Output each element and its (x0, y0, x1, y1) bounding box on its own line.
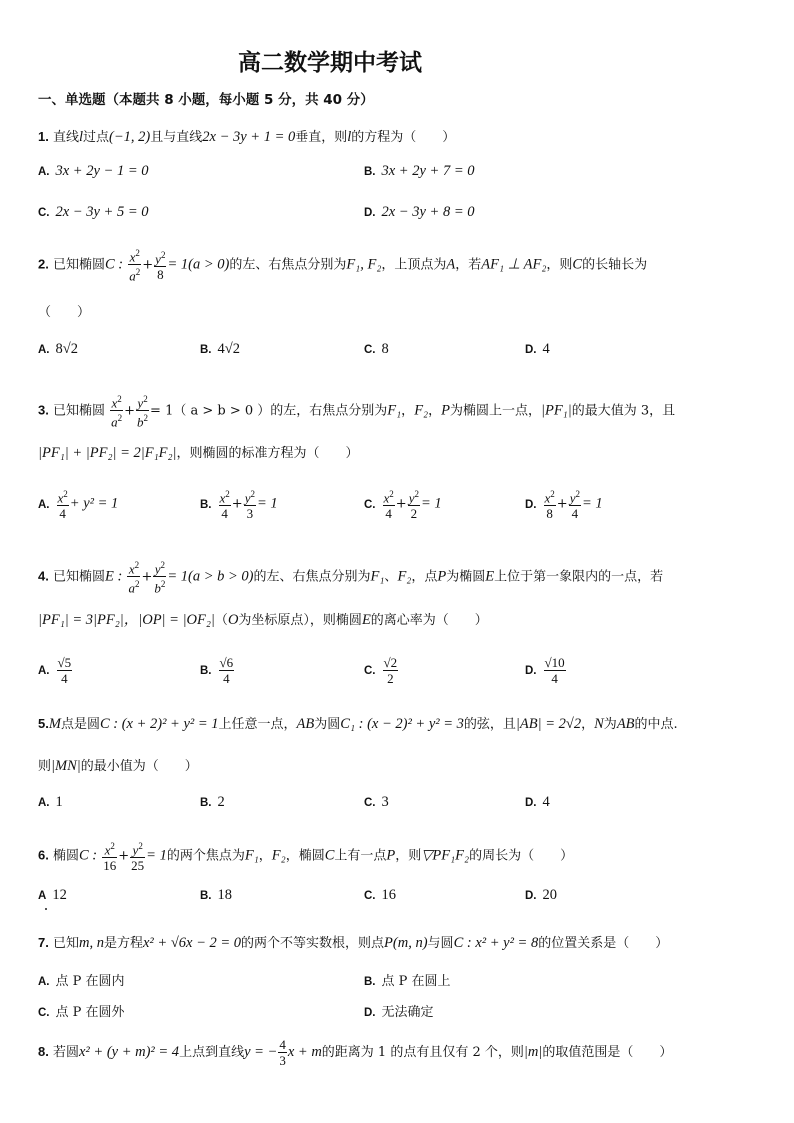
question-text: 已知椭圆 (52, 403, 105, 419)
option-label: B. (200, 498, 212, 511)
question-text: 上任意一点， (218, 717, 297, 732)
question-1 (38, 127, 455, 148)
option-text: 16 (381, 887, 396, 903)
question-text: 上点到直线 (179, 1045, 245, 1060)
math-name: F₂ (397, 568, 412, 585)
option-d[interactable]: D. $\frac{x^2}{8}$ + $\frac{y^2}{4}$ = 1 (525, 489, 603, 522)
option-b[interactable] (200, 341, 240, 358)
option-label: D. (364, 207, 376, 219)
question-number: 3. (38, 402, 49, 418)
question-number: 1. (38, 129, 49, 144)
question-number: 5. (38, 716, 49, 731)
option-label: C. (364, 665, 376, 677)
question-text: 已知 (52, 936, 79, 951)
option-label: A. (38, 344, 50, 356)
option-label: B. (364, 166, 376, 178)
frac-denominator: 2 (387, 671, 394, 686)
math-name: C (572, 256, 583, 273)
question-text: ，椭圆 (285, 848, 325, 864)
question-text: 为圆 (314, 717, 341, 732)
option-text: 18 (217, 887, 232, 903)
question-text: 直线 (52, 130, 79, 145)
option-label: D. (364, 1007, 376, 1019)
math-foci: F₁, F₂ (346, 256, 382, 273)
question-text: 过点 (83, 130, 110, 145)
option-b[interactable] (364, 163, 474, 180)
option-label: D. (525, 797, 537, 809)
question-5-line2 (38, 756, 198, 777)
question-text: 为 (603, 717, 617, 732)
math-perp: AF₁ ⊥ AF₂ (481, 256, 547, 273)
question-text: 已知椭圆 (52, 257, 105, 273)
frac-numerator: 4 (279, 1037, 286, 1052)
question-text: ，上顶点为 (381, 257, 447, 273)
math-abs: |PF₁| (540, 402, 572, 419)
option-d[interactable] (525, 341, 550, 358)
question-2-paren: （ ） (38, 305, 91, 320)
option-text: 2 (217, 794, 225, 810)
option-text: 20 (542, 887, 557, 903)
frac-denominator: 3 (279, 1053, 286, 1068)
option-text: = 1 (581, 495, 603, 512)
option-label: C. (38, 207, 50, 219)
option-label: C. (364, 890, 376, 902)
math-eq: = 1(a > b > 0) (167, 568, 254, 585)
option-a[interactable] (38, 887, 67, 904)
question-8 (38, 1037, 672, 1068)
question-text: 则 (38, 759, 52, 774)
fraction: $\frac{x^2}{8}$ (544, 489, 555, 522)
question-text: ，若 (455, 257, 482, 273)
question-text: 若圆 (52, 1045, 79, 1060)
math-name: m, n (79, 935, 104, 951)
frac-denominator: 4 (61, 671, 68, 686)
math-name: F₂ (414, 402, 429, 419)
math-name: E (361, 612, 371, 628)
page-title: 高二数学期中考试 (238, 50, 422, 76)
question-7 (38, 933, 668, 954)
question-text: ， (401, 403, 415, 419)
option-text: = 1 (420, 495, 442, 512)
option-c[interactable] (364, 655, 399, 686)
option-label: C. (364, 498, 376, 511)
option-label: D. (525, 344, 537, 356)
option-label: C. (364, 344, 376, 356)
question-text: 的周长为（ ） (469, 848, 574, 864)
option-text: 3 (381, 794, 389, 810)
question-text: 点是圆 (60, 717, 100, 732)
option-c[interactable] (38, 204, 148, 221)
question-number: 8. (38, 1044, 49, 1059)
option-label: A (38, 890, 47, 902)
math-name: P (441, 402, 450, 419)
option-b[interactable]: B. $\frac{x^2}{4}$ + $\frac{y^2}{3}$ = 1 (200, 489, 278, 522)
question-text: ，则椭圆的标准方程为（ ） (176, 446, 359, 461)
frac-numerator: √2 (383, 655, 398, 670)
question-number: 4. (38, 568, 49, 584)
math-eq: x² + (y + m)² = 4 (79, 1044, 180, 1060)
question-text: 的最小值为（ ） (80, 759, 198, 774)
fraction: $\frac{y^2}{25}$ (131, 841, 145, 874)
option-b[interactable] (200, 887, 232, 904)
option-c[interactable] (364, 341, 389, 358)
fraction: $\frac{x^2}{4}$ (383, 489, 394, 522)
fraction (383, 655, 399, 686)
question-2: 2. 已知椭圆C : $\frac{x^2}{a^2}$ + $\frac{y^2}{8}$ = 1(a > 0)的左、右焦点分别为F₁, F₂，上顶点为A，若AF₁ ⊥ AF₂，则C的长轴长为 (38, 248, 648, 284)
question-text: 的长轴长为 (582, 257, 648, 273)
question-text: 的位置关系是（ ） (538, 936, 669, 951)
question-text: 的两个焦点为 (166, 848, 245, 864)
option-b[interactable] (364, 970, 451, 989)
question-text: 为坐标原点），则椭圆 (238, 613, 362, 628)
math-triangle: ▽PF₁F₂ (421, 847, 470, 864)
question-number: 2. (38, 256, 49, 272)
question-text: ，则 (546, 257, 573, 273)
fraction: $\frac{x^2}{16}$ (103, 841, 117, 874)
math-name: P (386, 847, 396, 864)
question-5 (38, 714, 678, 735)
math-name: F₂ (271, 847, 286, 864)
question-text: 垂直，则 (295, 130, 348, 145)
fraction: $\frac{x^2}{4}$ (219, 489, 230, 522)
question-text: 上有一点 (334, 848, 387, 864)
option-text: 4 (542, 794, 550, 810)
option-text: 3x + 2y − 1 = 0 (55, 163, 149, 179)
math-eq: x + m (287, 1044, 322, 1060)
option-label: A. (38, 166, 50, 178)
stray-dot (45, 908, 47, 910)
option-b[interactable] (200, 655, 235, 686)
option-text: 点 P 在圆外 (55, 1005, 125, 1020)
question-text: 的距离为 1 的点有且仅有 2 个，则 (321, 1045, 524, 1060)
math-line: 2x − 3y + 1 = 0 (202, 129, 296, 145)
question-text: 的左、右焦点分别为 (253, 569, 371, 585)
math-eq: |PF₁| + |PF₂| = 2|F₁F₂| (38, 445, 177, 461)
option-text: 12 (52, 887, 67, 903)
question-4: 4. 已知椭圆E : $\frac{x^2}{a^2}$ + $\frac{y^2}{b^2}$ = 1(a > b > 0)的左、右焦点分别为F₁、F₂，点P为椭圆E上位于第一象限内的一点，若 (38, 560, 664, 596)
option-c[interactable] (364, 887, 396, 904)
option-a[interactable] (38, 341, 78, 358)
question-text: 、 (384, 569, 398, 585)
fraction: $\frac{y^2}{b^2}$ (137, 394, 149, 430)
question-text: 的方程为（ ） (351, 130, 456, 145)
math-eq: = 1 (146, 847, 167, 864)
fraction: $\frac{x^2}{a^2}$ (129, 248, 141, 284)
math-name: O (227, 612, 239, 628)
math-name: N (594, 716, 604, 732)
question-text: ， (258, 848, 272, 864)
option-label: A. (38, 498, 50, 511)
option-a[interactable] (38, 970, 125, 989)
frac-denominator: 4 (223, 671, 230, 686)
math-abs: |MN| (51, 758, 81, 774)
option-c[interactable]: C. $\frac{x^2}{4}$ + $\frac{y^2}{2}$ = 1 (364, 489, 442, 522)
question-text: 的弦，且 (463, 717, 516, 732)
fraction: $\frac{x^2}{a^2}$ (128, 560, 140, 596)
option-label: B. (200, 890, 212, 902)
math-name: P (437, 568, 447, 585)
question-text: 为椭圆上一点， (449, 403, 541, 419)
option-text: 1 (55, 794, 63, 810)
math-eq: x² + √6x − 2 = 0 (143, 935, 242, 951)
section-heading: 一、单选题（本题共 8 小题，每小题 5 分，共 40 分） (38, 92, 374, 108)
question-text: 的取值范围是（ ） (542, 1045, 673, 1060)
option-label: B. (200, 665, 212, 677)
option-a[interactable] (38, 794, 63, 811)
question-text: 是方程 (103, 936, 143, 951)
option-label: D. (525, 498, 537, 511)
option-b[interactable] (200, 794, 225, 811)
question-text: 的中点. (634, 717, 678, 732)
option-text: 8√2 (55, 341, 78, 357)
math-name: F₁ (387, 402, 402, 419)
question-6: 6. 椭圆C : $\frac{x^2}{16}$ + $\frac{y^2}{25}$ = 1的两个焦点为F₁，F₂，椭圆C上有一点P，则▽PF₁F₂的周长为（ ） (38, 841, 574, 874)
math-name: E : (105, 568, 123, 585)
math-name: E (485, 568, 495, 585)
math-abs: |m| (523, 1044, 543, 1060)
option-text: 4√2 (217, 341, 240, 357)
frac-denominator: 4 (551, 671, 558, 686)
math-name: M (48, 716, 61, 732)
math-var: l (79, 129, 84, 145)
option-text: 2x − 3y + 8 = 0 (381, 204, 475, 220)
question-text: 且与直线 (150, 130, 203, 145)
math-eq: |AB| = 2√2 (515, 716, 582, 732)
option-label: D. (525, 890, 537, 902)
question-3-line2 (38, 443, 359, 464)
frac-numerator: √6 (219, 655, 234, 670)
math-point: (−1, 2) (109, 129, 151, 145)
question-text: ，则 (395, 848, 422, 864)
option-d[interactable] (525, 794, 550, 811)
fraction: $\frac{y^2}{3}$ (244, 489, 255, 522)
option-a[interactable] (38, 487, 118, 521)
option-c[interactable] (38, 1001, 125, 1020)
math-point: P(m, n) (384, 935, 428, 951)
option-a[interactable] (38, 163, 148, 180)
math-name: C (324, 847, 335, 864)
math-name: F₁ (244, 847, 259, 864)
option-label: A. (38, 797, 50, 809)
option-label: A. (38, 976, 50, 988)
option-c[interactable] (364, 794, 389, 811)
option-text: 3x + 2y + 7 = 0 (381, 163, 475, 179)
option-text: 8 (381, 341, 389, 357)
math-name: AB (296, 716, 315, 732)
question-text: ，点 (411, 569, 438, 585)
option-d[interactable] (525, 887, 557, 904)
option-text: = 1 (256, 495, 278, 512)
question-number: 6. (38, 847, 49, 863)
question-text: 的左、右焦点分别为 (229, 257, 347, 273)
frac-numerator: √5 (57, 655, 72, 670)
option-label: A. (38, 665, 50, 677)
math-eq: C : (x + 2)² + y² = 1 (99, 716, 219, 732)
option-label: C. (364, 797, 376, 809)
math-eq: = 1(a > 0) (167, 256, 230, 273)
fraction (219, 655, 235, 686)
question-text: 的离心率为（ ） (370, 613, 488, 628)
option-text: + y² = 1 (69, 495, 119, 512)
fraction: $\frac{x^2}{a^2}$ (111, 394, 123, 430)
fraction: $\frac{x^2}{4}$ (57, 489, 68, 522)
question-text: = 1（ a > b > 0 ）的左，右焦点分别为 (150, 403, 388, 419)
math-eq: C : x² + y² = 8 (453, 935, 539, 951)
fraction (544, 655, 566, 686)
question-text: 已知椭圆 (52, 569, 105, 585)
question-text: ， (428, 403, 442, 419)
fraction: $\frac{y^2}{4}$ (569, 489, 580, 522)
math-eq: y = − (244, 1044, 278, 1060)
option-text: 点 P 在圆上 (381, 974, 451, 989)
question-text: 椭圆 (52, 848, 79, 864)
question-text: ， (581, 717, 595, 732)
math-var: l (347, 129, 352, 145)
question-4-line2 (38, 610, 488, 631)
math-name: C : (105, 256, 124, 273)
option-label: B. (200, 344, 212, 356)
option-d[interactable] (364, 1001, 434, 1020)
option-text: 点 P 在圆内 (55, 974, 125, 989)
question-text: 与圆 (427, 936, 454, 951)
math-eq: C₁ : (x − 2)² + y² = 3 (340, 716, 464, 732)
option-text: 无法确定 (381, 1005, 434, 1020)
math-name: C : (79, 847, 98, 864)
fraction: $\frac{y^2}{2}$ (408, 489, 419, 522)
math-name: F₁ (370, 568, 385, 585)
option-d[interactable] (364, 204, 474, 221)
option-label: D. (525, 665, 537, 677)
option-text: 4 (542, 341, 550, 357)
option-label: B. (200, 797, 212, 809)
option-label: C. (38, 1007, 50, 1019)
option-a[interactable] (38, 655, 73, 686)
fraction: $\frac{y^2}{8}$ (155, 249, 166, 282)
question-text: 的最大值为 3，且 (571, 403, 676, 419)
question-text: 为椭圆 (446, 569, 486, 585)
fraction (57, 655, 73, 686)
question-number: 7. (38, 935, 49, 950)
frac-numerator: √10 (544, 655, 565, 670)
option-text: 2x − 3y + 5 = 0 (55, 204, 149, 220)
question-text: 的两个不等实数根，则点 (241, 936, 385, 951)
fraction (278, 1037, 287, 1068)
question-text: （ (214, 613, 228, 628)
question-3: 3. 已知椭圆 $\frac{x^2}{a^2}$ + $\frac{y^2}{b^2}$ = 1（ a > b > 0 ）的左，右焦点分别为F₁，F₂，P为椭圆上一点，|PF₁|的最大值为 3，且 (38, 394, 676, 430)
option-d[interactable] (525, 655, 567, 686)
question-text: 上位于第一象限内的一点，若 (494, 569, 664, 585)
math-name: A (446, 256, 456, 273)
fraction: $\frac{y^2}{b^2}$ (154, 560, 166, 596)
option-label: B. (364, 976, 376, 988)
math-name: AB (616, 716, 635, 732)
math-eq: |PF₁| = 3|PF₂|，|OP| = |OF₂| (38, 612, 215, 628)
